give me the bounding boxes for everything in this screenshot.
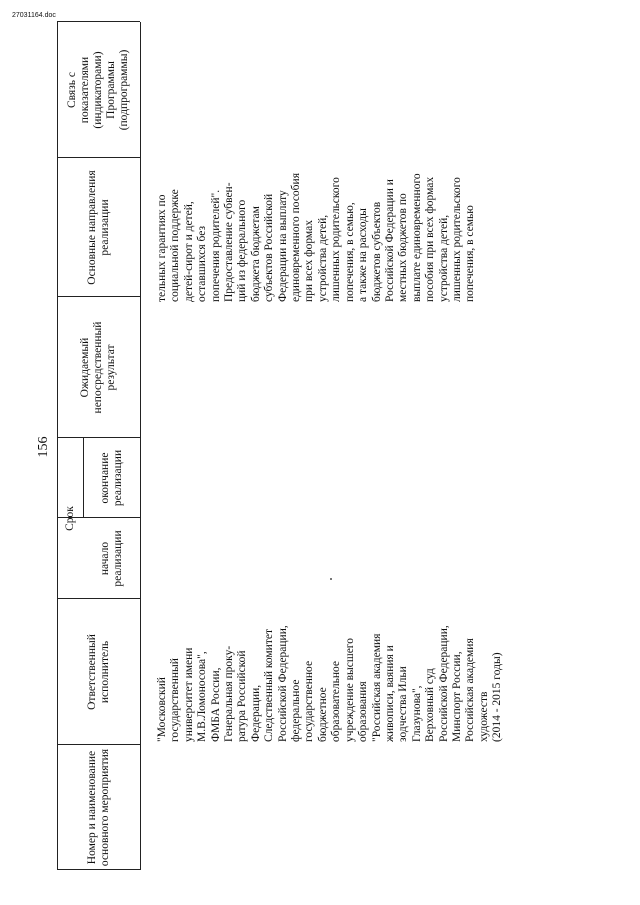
- page-number: 156: [36, 436, 51, 458]
- header-directions: Основные направления реализации: [85, 170, 111, 285]
- header-term: Срок: [63, 506, 76, 531]
- scan-speck: [330, 578, 332, 580]
- header-executor: Ответственный исполнитель: [85, 634, 111, 710]
- cell-executor: "Московский государственный университет имени М.В.Ломоносова", ФМБА России, Генеральная проку- ратура Российской Федерации, Следственный комитет Российской Федерации, федеральное государственное бюджетное образовательное учреждение высшего образования "Российская академия живописи, ваяния и зодчества Ильи Глазунова", Верховный суд Российской Федерации, Минспорт России, Российская академия художеств (2014 - 2015 годы): [156, 625, 504, 742]
- header-bottom-border: [140, 22, 141, 870]
- header-term-end: окончание реализации: [98, 449, 124, 507]
- cell-directions: тельных гарантиях по социальной поддержке детей-сирот и детей, оставшихся без попечения родителей". Предоставление субвен- ций из федерального бюджета бюджетам субъектов Российской Федерации на выплату единовременного пособия при всех формах устройства детей, лишенных родительского попечения, в семью, а также на расходы бюджетов субъектов Российской Федерации и местных бюджетов по выплате единовременного пособия при всех формах устройства детей, лишенных родительского попечения, в семью: [156, 173, 477, 302]
- header-indicators-link: Связь с показателями (индикаторами) Программы (подпрограммы): [66, 49, 130, 131]
- header-expected-result: Ожидаемый непосредственный результат: [79, 321, 117, 414]
- header-term-start: начало реализации: [98, 530, 124, 587]
- document-filename: 27031164.doc: [12, 12, 56, 19]
- header-measure-name: Номер и наименование основного мероприятия: [85, 748, 111, 867]
